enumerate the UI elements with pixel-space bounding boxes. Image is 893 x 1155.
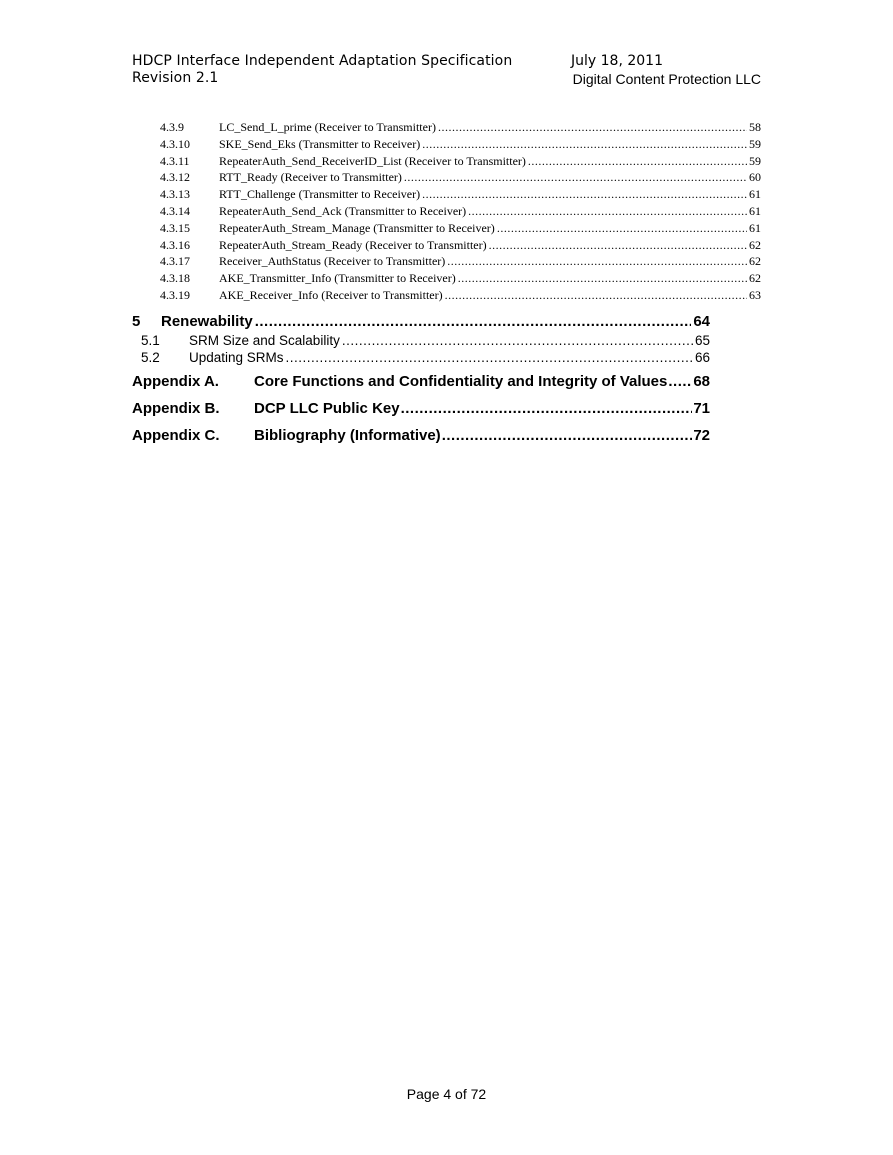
toc-section-entry[interactable] [141, 350, 710, 367]
toc-entry-number: 4.3.17 [160, 254, 190, 269]
toc-dot-leader [668, 373, 692, 390]
toc-entry-page: 62 [749, 254, 761, 269]
toc-entry-number: 4.3.12 [160, 170, 190, 185]
toc-entry-number: 4.3.15 [160, 220, 190, 235]
toc-entry-title: LC_Send_L_prime (Receiver to Transmitter) [219, 120, 436, 134]
toc-entry-title: Receiver_AuthStatus (Receiver to Transmitter) [219, 254, 446, 269]
toc-entry-title: RepeaterAuth_Stream_Manage (Transmitter to Receiver) [219, 220, 495, 235]
toc-section-page: 65 [694, 333, 710, 348]
toc-dot-leader [438, 120, 747, 135]
toc-appendix-entry[interactable] [132, 373, 710, 400]
toc-entry-page: 63 [749, 287, 761, 302]
toc-entry-title: RepeaterAuth_Stream_Ready (Receiver to Transmitter) [219, 237, 487, 252]
toc-entry-number: 4.3.13 [160, 187, 190, 202]
toc-entry-page: 58 [749, 120, 761, 134]
toc-dot-leader [489, 238, 747, 253]
toc-entry[interactable] [160, 288, 761, 305]
toc-entry-title: RepeaterAuth_Send_ReceiverID_List (Receiver to Transmitter) [219, 153, 526, 168]
toc-dot-leader [458, 271, 747, 286]
toc-appendix-page: 72 [693, 427, 710, 444]
toc-dot-leader [422, 187, 747, 202]
toc-appendix-title: Core Functions and Confidentiality and Integrity of Values [254, 373, 668, 390]
toc-appendix-list [132, 373, 710, 454]
toc-entry[interactable] [160, 204, 761, 221]
toc-entry-page: 60 [749, 170, 761, 185]
toc-chapter-number: 5 [132, 313, 141, 330]
toc-entry[interactable] [160, 170, 761, 187]
toc-dot-leader [445, 288, 747, 303]
toc-entry-title: RTT_Challenge (Transmitter to Receiver) [219, 187, 421, 202]
toc-section-number: 5.1 [141, 333, 160, 348]
toc-entry-page: 61 [749, 220, 761, 235]
toc-entry[interactable] [160, 238, 761, 255]
toc-entry[interactable] [160, 187, 761, 204]
toc-chapter-page: 64 [693, 313, 710, 330]
toc-dot-leader [286, 350, 693, 365]
toc-entry[interactable] [160, 154, 761, 171]
toc-appendix-label: Appendix B. [132, 400, 220, 417]
toc-section-title: SRM Size and Scalability [189, 333, 340, 348]
toc-appendix-page: 68 [693, 373, 710, 390]
toc-entry-number: 4.3.18 [160, 271, 190, 286]
toc-section-entry[interactable] [141, 333, 710, 350]
toc-section-title: Updating SRMs [189, 350, 284, 365]
toc-chapter-title: Renewability [161, 313, 253, 330]
page-number-footer: Page 4 of 72 [406, 1086, 487, 1102]
document-organization: Digital Content Protection LLC [572, 71, 761, 87]
toc-appendix-title: DCP LLC Public Key [254, 400, 400, 417]
toc-entry-title: RTT_Ready (Receiver to Transmitter) [219, 170, 402, 185]
toc-dot-leader [468, 204, 747, 219]
toc-appendix-entry[interactable] [132, 427, 710, 454]
toc-entry[interactable] [160, 137, 761, 154]
toc-dot-leader [528, 154, 747, 169]
toc-entry[interactable] [160, 271, 761, 288]
document-header [132, 53, 512, 87]
toc-entry-page: 61 [749, 187, 761, 202]
document-revision: Revision 2.1 [132, 70, 219, 86]
toc-appendix-label: Appendix A. [132, 373, 219, 390]
toc-appendix-entry[interactable] [132, 400, 710, 427]
toc-entry-page: 59 [749, 153, 761, 168]
document-date: July 18, 2011 [571, 53, 663, 69]
toc-entry-number: 4.3.11 [160, 153, 190, 168]
document-title: HDCP Interface Independent Adaptation Specification [132, 53, 513, 69]
toc-entry-number: 4.3.19 [160, 287, 190, 302]
toc-entry-page: 62 [749, 271, 761, 286]
toc-appendix-page: 71 [693, 400, 710, 417]
toc-chapter-entry[interactable] [132, 313, 710, 335]
toc-appendix-label: Appendix C. [132, 427, 220, 444]
toc-dot-leader [422, 137, 747, 152]
toc-dot-leader [442, 427, 693, 444]
toc-section-page: 66 [694, 350, 710, 365]
toc-entry-title: RepeaterAuth_Send_Ack (Transmitter to Receiver) [219, 203, 467, 218]
toc-entry-title: SKE_Send_Eks (Transmitter to Receiver) [219, 136, 421, 151]
toc-entry-number: 4.3.10 [160, 136, 190, 151]
toc-entry-title: AKE_Receiver_Info (Receiver to Transmitter) [219, 287, 443, 302]
toc-entry-page: 62 [749, 237, 761, 252]
toc-entry-title: AKE_Transmitter_Info (Transmitter to Receiver) [219, 271, 456, 286]
toc-dot-leader [401, 400, 693, 417]
toc-entry-number: 4.3.16 [160, 237, 190, 252]
toc-section-list [141, 333, 710, 367]
toc-entry-page: 61 [749, 203, 761, 218]
toc-entry[interactable] [160, 254, 761, 271]
toc-entry-page: 59 [749, 136, 761, 151]
toc-dot-leader [404, 170, 747, 185]
toc-entry-number: 4.3.9 [160, 120, 184, 134]
toc-dot-leader [255, 313, 692, 330]
toc-entry[interactable] [160, 120, 761, 137]
toc-subsection-list [160, 120, 761, 305]
toc-appendix-title: Bibliography (Informative) [254, 427, 441, 444]
toc-section-number: 5.2 [141, 350, 160, 365]
toc-dot-leader [342, 333, 693, 348]
toc-dot-leader [497, 221, 747, 236]
toc-entry-number: 4.3.14 [160, 203, 190, 218]
toc-entry[interactable] [160, 221, 761, 238]
toc-dot-leader [447, 254, 747, 269]
